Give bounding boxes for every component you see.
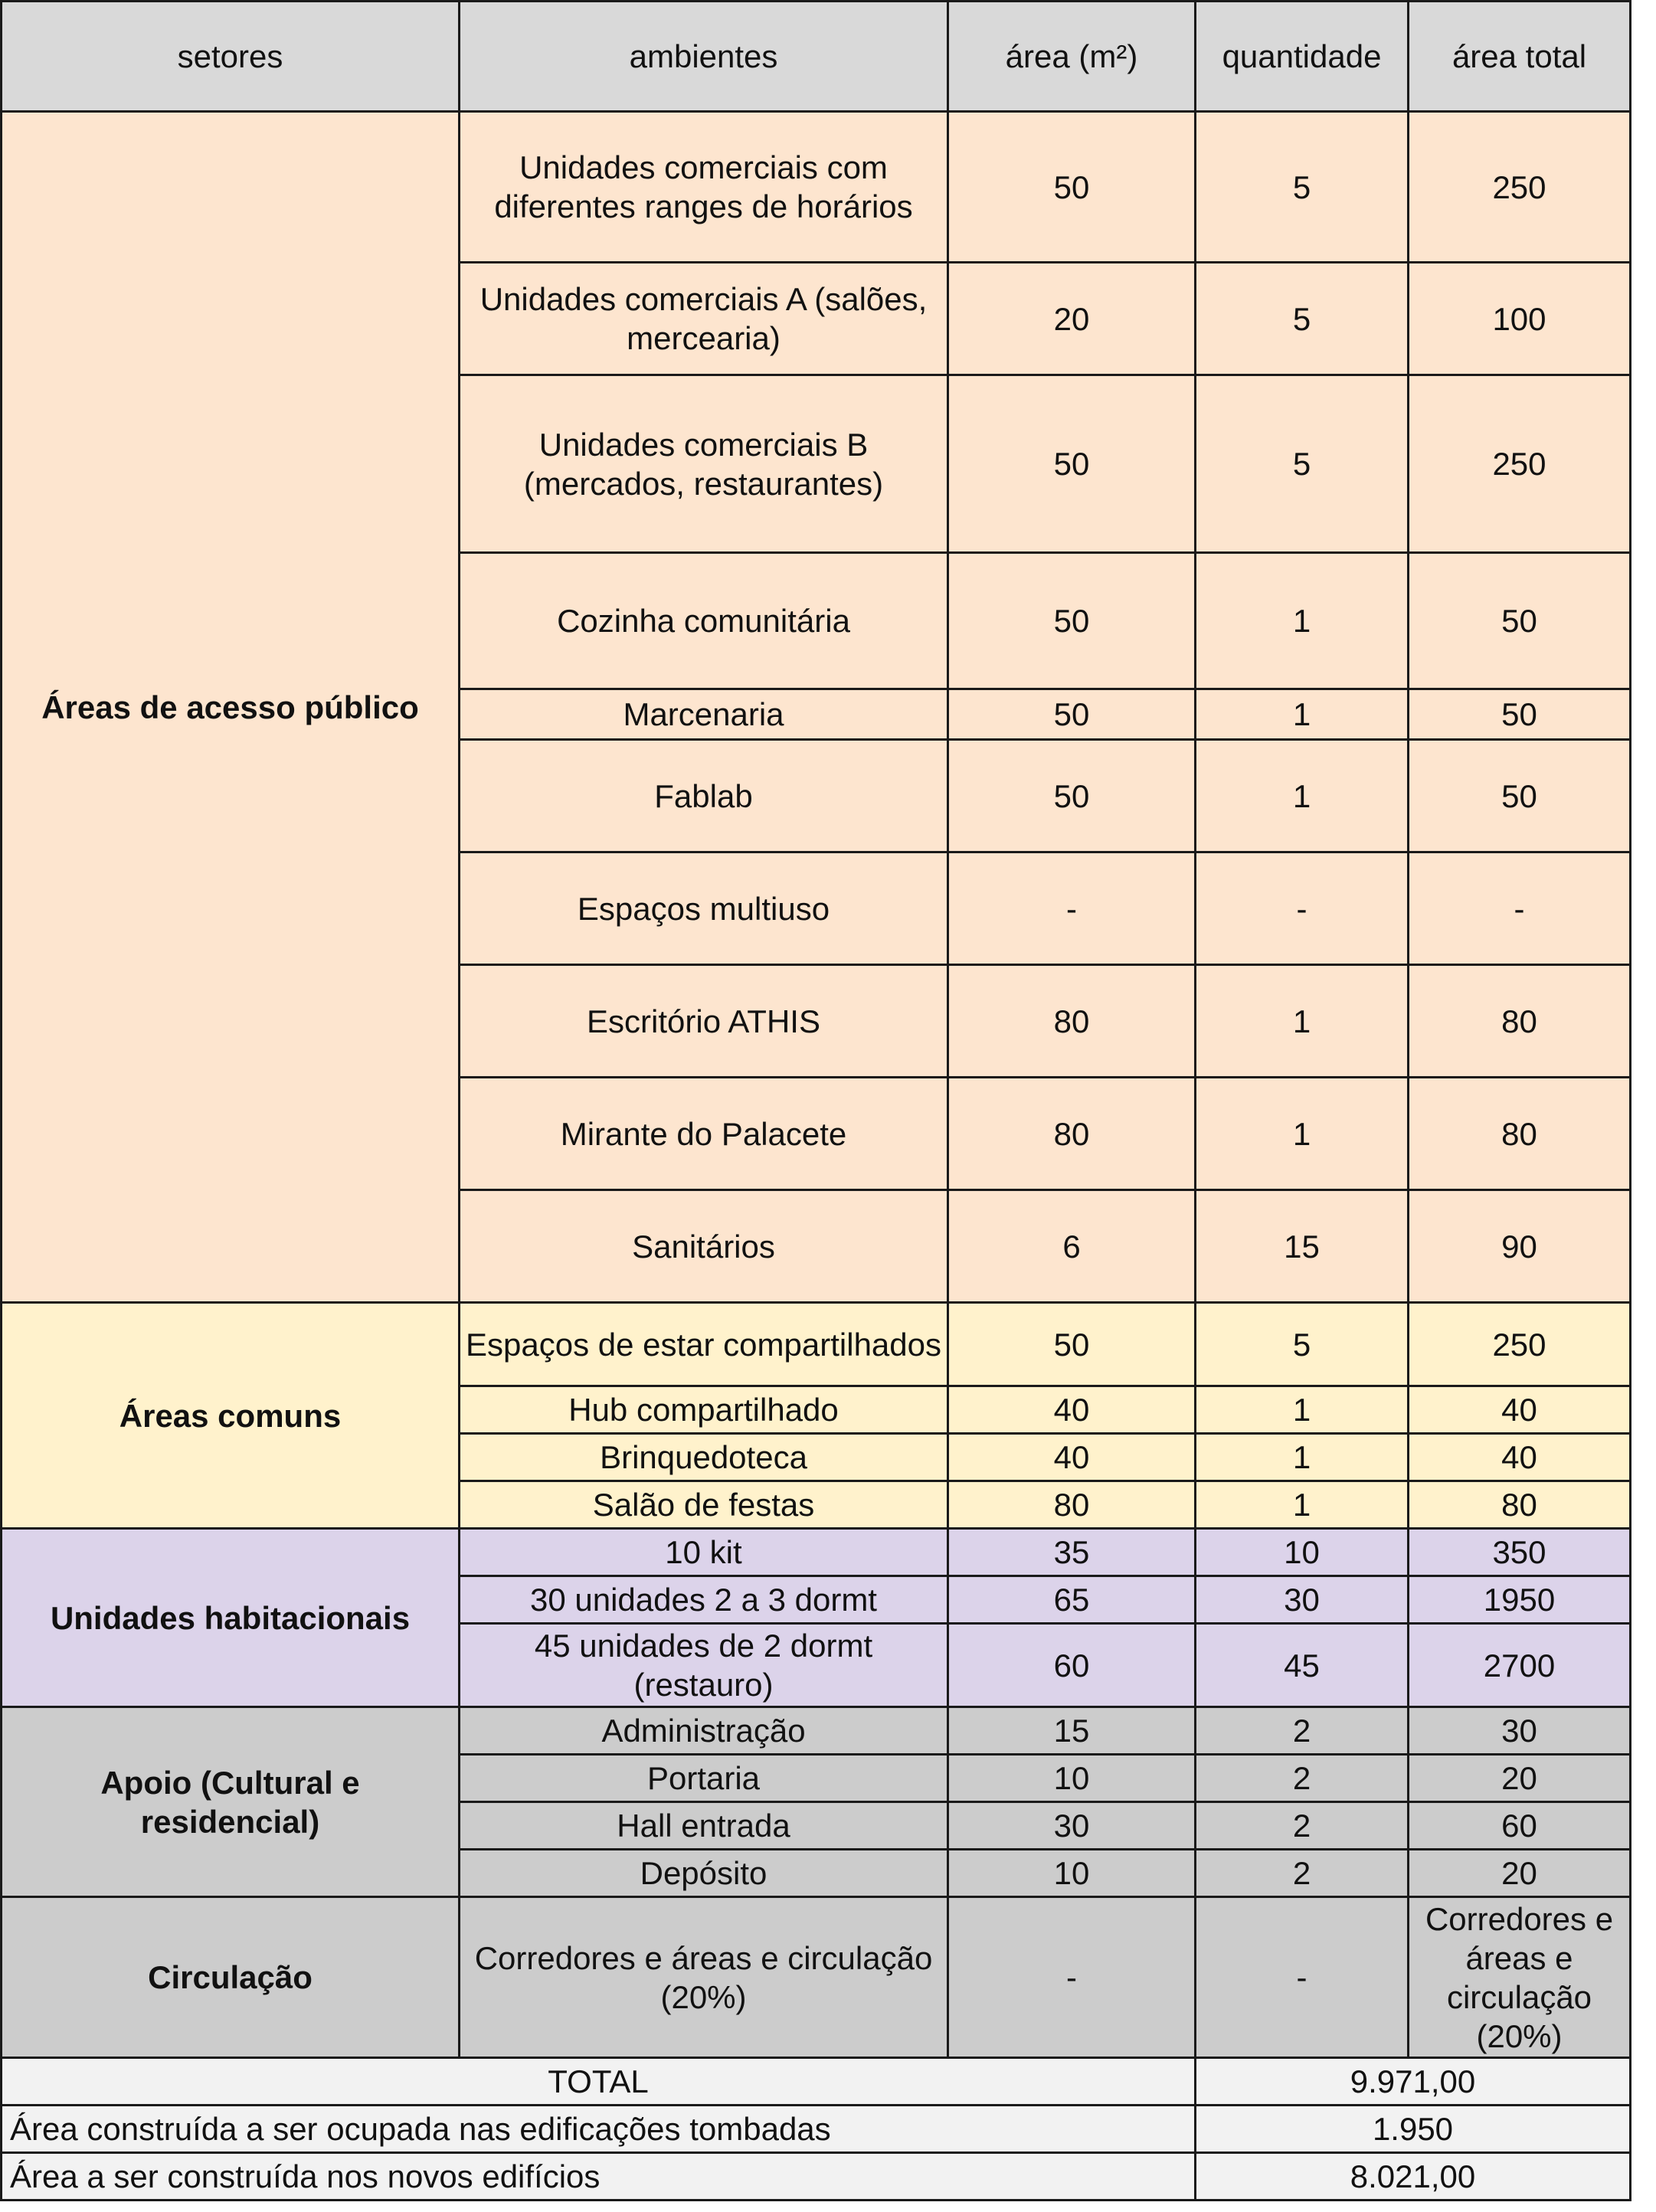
cell-area: 15 (948, 1707, 1196, 1755)
table-row (2, 1303, 1631, 1386)
cell-area: 50 (948, 375, 1196, 553)
cell-quantidade: 2 (1196, 1755, 1409, 1802)
summary-label: TOTAL (2, 2058, 1196, 2106)
cell-area-total: - (1409, 852, 1631, 965)
summary-value: 1.950 (1196, 2106, 1631, 2153)
cell-quantidade: 5 (1196, 375, 1409, 553)
cell-area: 60 (948, 1624, 1196, 1707)
cell-area-total: 350 (1409, 1529, 1631, 1576)
cell-ambiente: Fablab (460, 740, 948, 852)
cell-area-total: 100 (1409, 263, 1631, 375)
cell-area: 40 (948, 1434, 1196, 1481)
cell-ambiente: Mirante do Palacete (460, 1078, 948, 1190)
cell-area: 10 (948, 1755, 1196, 1802)
cell-quantidade: 5 (1196, 1303, 1409, 1386)
cell-area: 50 (948, 689, 1196, 740)
cell-ambiente: Cozinha comunitária (460, 553, 948, 689)
sector-apoio: Apoio (Cultural e residencial) (2, 1707, 460, 1897)
cell-quantidade: 45 (1196, 1624, 1409, 1707)
cell-quantidade: 1 (1196, 553, 1409, 689)
summary-label: Área a ser construída nos novos edifícios (2, 2153, 1196, 2201)
cell-area-total: 50 (1409, 740, 1631, 852)
cell-area-total: 40 (1409, 1434, 1631, 1481)
cell-quantidade: 1 (1196, 1434, 1409, 1481)
cell-area-total: 20 (1409, 1755, 1631, 1802)
cell-area: 50 (948, 1303, 1196, 1386)
cell-area: 50 (948, 740, 1196, 852)
header-area: área (m²) (948, 2, 1196, 112)
cell-area: 20 (948, 263, 1196, 375)
cell-ambiente: Sanitários (460, 1190, 948, 1303)
cell-area: 6 (948, 1190, 1196, 1303)
cell-area-total: 30 (1409, 1707, 1631, 1755)
cell-area-total: 2700 (1409, 1624, 1631, 1707)
cell-area: - (948, 852, 1196, 965)
cell-quantidade: 1 (1196, 1386, 1409, 1434)
cell-area: - (948, 1897, 1196, 2058)
header-quantidade: quantidade (1196, 2, 1409, 112)
cell-area-total: 20 (1409, 1850, 1631, 1897)
cell-area-total: 1950 (1409, 1576, 1631, 1624)
cell-area: 35 (948, 1529, 1196, 1576)
cell-area-total: 40 (1409, 1386, 1631, 1434)
cell-area: 50 (948, 112, 1196, 263)
cell-quantidade: 2 (1196, 1850, 1409, 1897)
summary-value: 8.021,00 (1196, 2153, 1631, 2201)
cell-ambiente: Espaços multiuso (460, 852, 948, 965)
header-setores: setores (2, 2, 460, 112)
cell-area: 80 (948, 965, 1196, 1078)
cell-ambiente: Corredores e áreas e circulação (20%) (460, 1897, 948, 2058)
cell-area-total: 50 (1409, 553, 1631, 689)
sector-comuns: Áreas comuns (2, 1303, 460, 1529)
cell-ambiente: Brinquedoteca (460, 1434, 948, 1481)
cell-quantidade: 1 (1196, 1481, 1409, 1529)
cell-area-total: 250 (1409, 375, 1631, 553)
header-ambientes: ambientes (460, 2, 948, 112)
cell-area-total: 80 (1409, 1481, 1631, 1529)
summary-value: 9.971,00 (1196, 2058, 1631, 2106)
cell-area-total: 80 (1409, 1078, 1631, 1190)
cell-area-total: 90 (1409, 1190, 1631, 1303)
summary-label: Área construída a ser ocupada nas edificações tombadas (2, 2106, 1196, 2153)
cell-area: 30 (948, 1802, 1196, 1850)
cell-ambiente: 45 unidades de 2 dormt (restauro) (460, 1624, 948, 1707)
sector-circulacao: Circulação (2, 1897, 460, 2058)
cell-area: 40 (948, 1386, 1196, 1434)
cell-ambiente: Portaria (460, 1755, 948, 1802)
cell-quantidade: 2 (1196, 1707, 1409, 1755)
sector-habitacionais: Unidades habitacionais (2, 1529, 460, 1707)
cell-ambiente: Administração (460, 1707, 948, 1755)
cell-area: 10 (948, 1850, 1196, 1897)
cell-quantidade: - (1196, 1897, 1409, 2058)
cell-quantidade: 5 (1196, 263, 1409, 375)
cell-quantidade: 30 (1196, 1576, 1409, 1624)
cell-area-total: Corredores e áreas e circulação (20%) (1409, 1897, 1631, 2058)
header-row (2, 2, 1631, 112)
cell-ambiente: 30 unidades 2 a 3 dormt (460, 1576, 948, 1624)
cell-area: 80 (948, 1078, 1196, 1190)
cell-area-total: 80 (1409, 965, 1631, 1078)
table-row (2, 1707, 1631, 1755)
cell-ambiente: Espaços de estar compartilhados (460, 1303, 948, 1386)
cell-ambiente: Hall entrada (460, 1802, 948, 1850)
cell-ambiente: Escritório ATHIS (460, 965, 948, 1078)
cell-quantidade: 1 (1196, 689, 1409, 740)
cell-area: 65 (948, 1576, 1196, 1624)
cell-area-total: 250 (1409, 1303, 1631, 1386)
summary-row-novos (2, 2153, 1631, 2201)
cell-ambiente: Unidades comerciais com diferentes ranges de horários (460, 112, 948, 263)
cell-area-total: 50 (1409, 689, 1631, 740)
cell-area: 50 (948, 553, 1196, 689)
cell-ambiente: 10 kit (460, 1529, 948, 1576)
cell-ambiente: Salão de festas (460, 1481, 948, 1529)
sector-publico: Áreas de acesso público (2, 112, 460, 1303)
cell-ambiente: Marcenaria (460, 689, 948, 740)
cell-quantidade: 5 (1196, 112, 1409, 263)
cell-quantidade: 1 (1196, 740, 1409, 852)
cell-quantidade: 1 (1196, 1078, 1409, 1190)
cell-ambiente: Unidades comerciais B (mercados, restaurantes) (460, 375, 948, 553)
cell-quantidade: 15 (1196, 1190, 1409, 1303)
table-row (2, 112, 1631, 263)
cell-ambiente: Depósito (460, 1850, 948, 1897)
cell-quantidade: 2 (1196, 1802, 1409, 1850)
cell-area-total: 250 (1409, 112, 1631, 263)
cell-ambiente: Unidades comerciais A (salões, mercearia) (460, 263, 948, 375)
cell-area-total: 60 (1409, 1802, 1631, 1850)
summary-row-tombadas (2, 2106, 1631, 2153)
table-row (2, 1897, 1631, 2058)
header-area-total: área total (1409, 2, 1631, 112)
cell-ambiente: Hub compartilhado (460, 1386, 948, 1434)
cell-quantidade: 1 (1196, 965, 1409, 1078)
summary-row-total (2, 2058, 1631, 2106)
cell-area: 80 (948, 1481, 1196, 1529)
cell-quantidade: - (1196, 852, 1409, 965)
cell-quantidade: 10 (1196, 1529, 1409, 1576)
table-row (2, 1529, 1631, 1576)
